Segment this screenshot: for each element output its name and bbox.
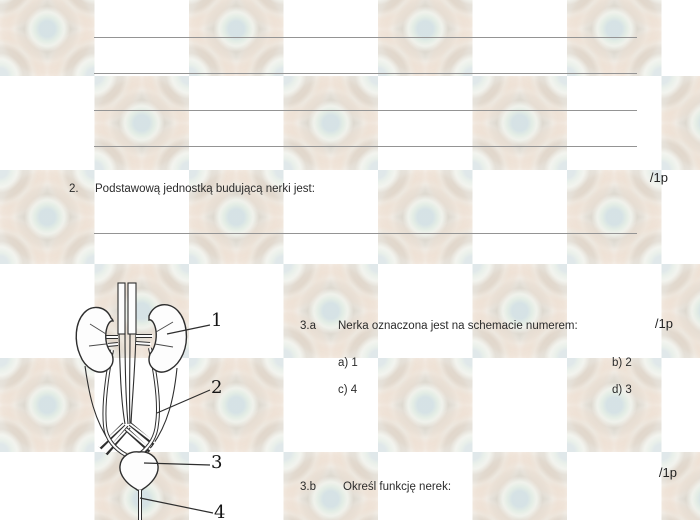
q3a-number: 3.a xyxy=(300,320,316,332)
q3a-option-a: a) 1 xyxy=(338,357,358,369)
q3b-question-text: Określ funkcję nerek: xyxy=(343,481,452,493)
vena-cava-tube xyxy=(128,283,136,334)
urinary-system-diagram xyxy=(72,276,228,520)
renal-vessels xyxy=(105,336,153,345)
q2-points-badge: /1p xyxy=(649,170,668,185)
answer-line xyxy=(94,146,637,147)
diagram-label-2: 2 xyxy=(211,377,223,398)
vessel-line xyxy=(119,333,125,424)
answer-line xyxy=(94,37,637,38)
diagram-label-1: 1 xyxy=(211,310,223,331)
kidney-left-shape xyxy=(76,307,113,372)
q3a-option-c: c) 4 xyxy=(338,384,358,396)
bladder-shape xyxy=(120,452,158,491)
pointer-line-2 xyxy=(157,390,210,413)
answer-line xyxy=(94,233,637,234)
answer-line xyxy=(94,110,637,111)
q3b-points-badge: /1p xyxy=(658,465,677,480)
diagram-label-4: 4 xyxy=(214,502,226,520)
q3a-option-b: b) 2 xyxy=(612,357,632,369)
q3a-question-text: Nerka oznaczona jest na schemacie numerem: xyxy=(338,320,578,332)
vessel-line xyxy=(131,333,136,424)
pointer-line-4 xyxy=(140,498,213,513)
q3a-option-d: d) 3 xyxy=(612,384,632,396)
vessel-line xyxy=(125,333,128,424)
answer-line xyxy=(94,73,637,74)
diagram-label-3: 3 xyxy=(211,452,223,473)
kidney-right-shape xyxy=(149,305,186,372)
q2-question-text: Podstawową jednostką budującą nerki jest: xyxy=(95,183,315,195)
q3b-number: 3.b xyxy=(300,481,316,493)
q2-number: 2. xyxy=(69,183,79,195)
q3a-points-badge: /1p xyxy=(654,316,673,331)
aorta-tube xyxy=(118,283,125,334)
